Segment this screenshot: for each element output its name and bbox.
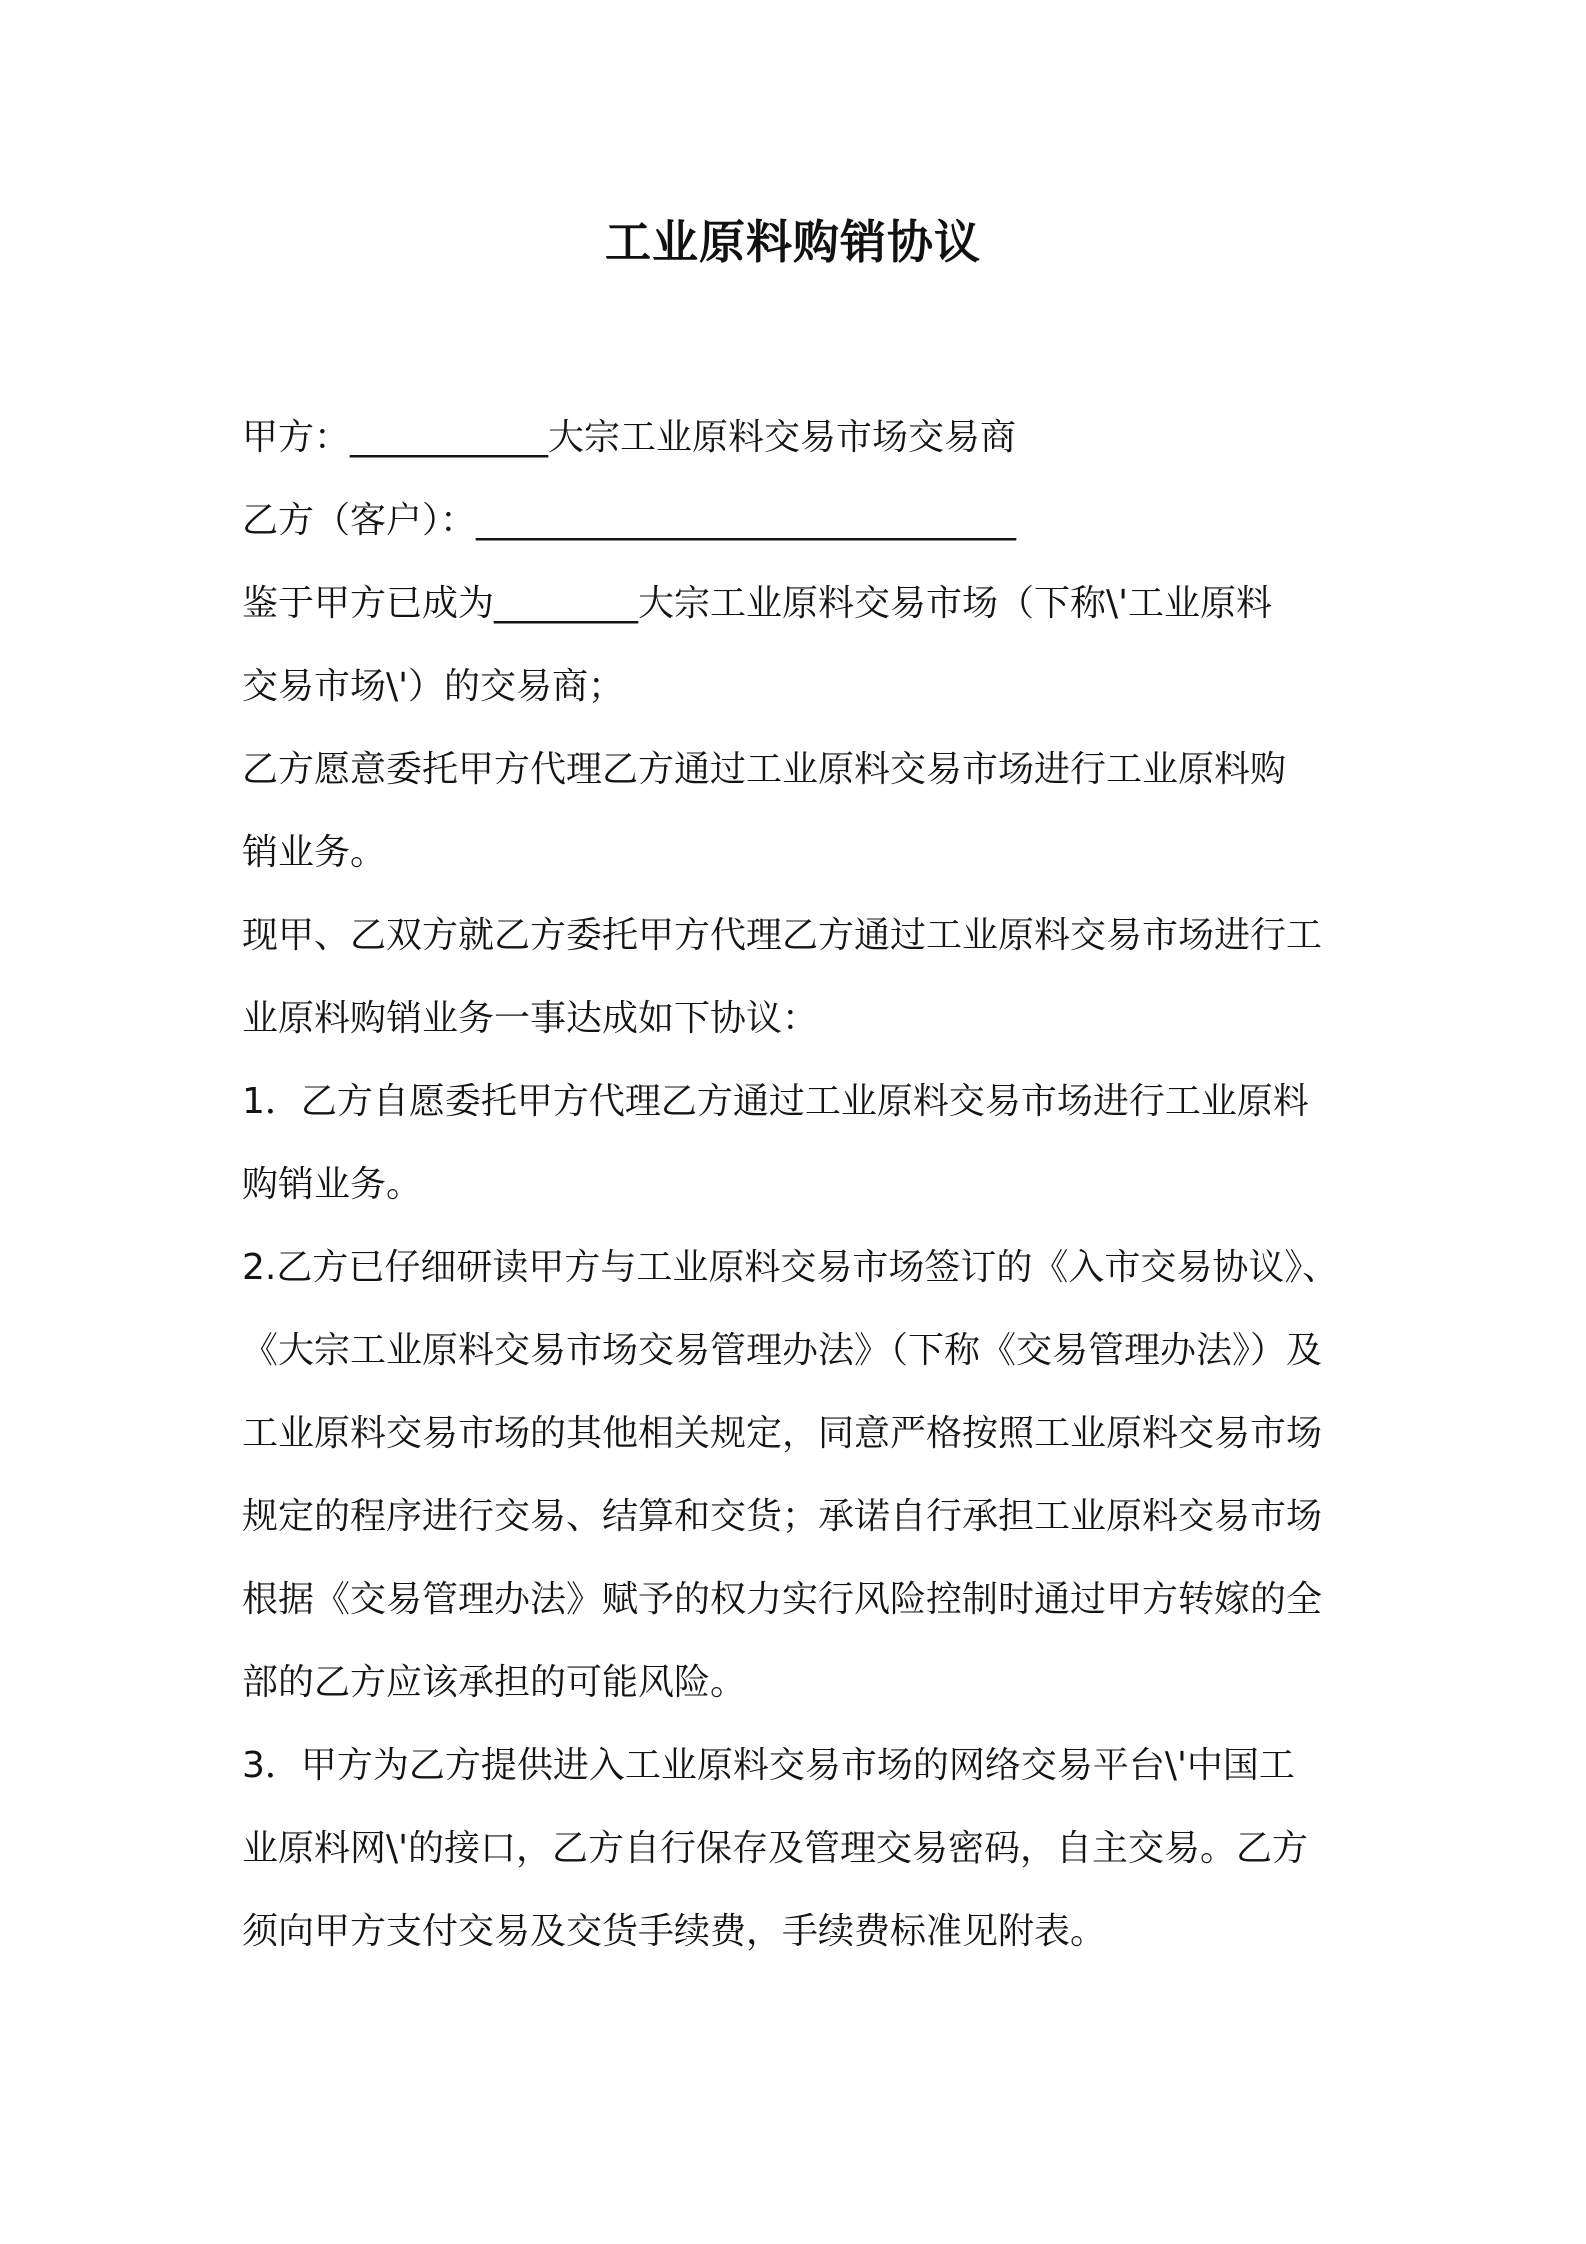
clause-1-line-2: 购销业务。 <box>242 1164 423 1205</box>
party-a-line: 甲方：___________大宗工业原料交易市场交易商 <box>242 417 1017 458</box>
clause-2-line-6: 部的乙方应该承担的可能风险。 <box>242 1662 747 1703</box>
agreement-body <box>242 396 1352 1973</box>
document-title: 工业原料购销协议 <box>605 215 981 269</box>
clause-3-line-3: 须向甲方支付交易及交货手续费，手续费标准见附表。 <box>242 1911 1107 1952</box>
clause-2-line-2: 《大宗工业原料交易市场交易管理办法》（下称《交易管理办法》）及 <box>242 1330 1323 1371</box>
recital-line-2: 交易市场\'）的交易商； <box>242 666 625 707</box>
clause-1-line-1: 1．乙方自愿委托甲方代理乙方通过工业原料交易市场进行工业原料 <box>242 1081 1309 1122</box>
clause-3-line-1: 3．甲方为乙方提供进入工业原料交易市场的网络交易平台\'中国工 <box>242 1745 1295 1786</box>
clause-2-line-3: 工业原料交易市场的其他相关规定，同意严格按照工业原料交易市场 <box>242 1413 1323 1454</box>
clause-3-line-2: 业原料网\'的接口，乙方自行保存及管理交易密码，自主交易。乙方 <box>242 1828 1309 1869</box>
clause-2-line-4: 规定的程序进行交易、结算和交货；承诺自行承担工业原料交易市场 <box>242 1496 1323 1537</box>
recital-line-6: 业原料购销业务一事达成如下协议： <box>242 998 819 1039</box>
recital-line-1: 鉴于甲方已成为________大宗工业原料交易市场（下称\'工业原料 <box>242 583 1273 624</box>
recital-line-4: 销业务。 <box>242 832 387 873</box>
clause-2-line-1: 2.乙方已仔细研读甲方与工业原料交易市场签订的《入市交易协议》、 <box>242 1247 1339 1288</box>
recital-line-5: 现甲、乙双方就乙方委托甲方代理乙方通过工业原料交易市场进行工 <box>242 915 1323 956</box>
clause-2-line-5: 根据《交易管理办法》赋予的权力实行风险控制时通过甲方转嫁的全 <box>242 1579 1323 1620</box>
recital-line-3: 乙方愿意委托甲方代理乙方通过工业原料交易市场进行工业原料购 <box>242 749 1287 790</box>
party-b-line: 乙方（客户）：______________________________ <box>242 500 1017 541</box>
